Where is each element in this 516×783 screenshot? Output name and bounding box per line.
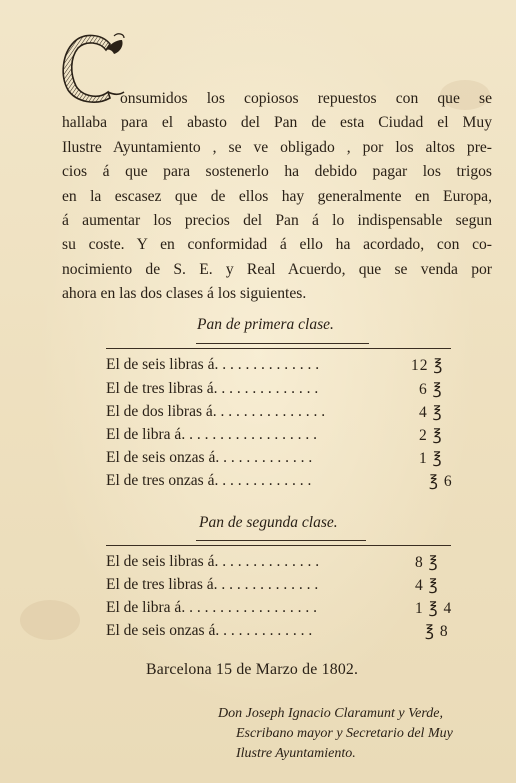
price-label: El de seis onzas á. . . . . . . . . . . . . bbox=[106, 449, 313, 466]
signature-line: Don Joseph Ignacio Claramunt y Verde, bbox=[218, 706, 443, 721]
price-row bbox=[106, 380, 466, 402]
paper-stain bbox=[20, 600, 80, 640]
section-title-segunda-clase: Pan de segunda clase. bbox=[199, 514, 338, 531]
dateline: Barcelona 15 de Marzo de 1802. bbox=[146, 661, 359, 678]
price-label: El de libra á. . . . . . . . . . . . . . . . . . bbox=[106, 426, 317, 443]
price-row bbox=[106, 472, 466, 494]
price-label: El de tres libras á. . . . . . . . . . . . . . bbox=[106, 576, 319, 593]
price-value: 6 ℥ bbox=[419, 381, 443, 398]
section-rule bbox=[196, 540, 366, 541]
price-value: 1 ℥ bbox=[419, 450, 443, 467]
price-row bbox=[106, 426, 466, 448]
paragraph-line: su coste. Y en conformidad á ello ha acordado, con co- bbox=[62, 236, 492, 254]
paragraph-line: Ilustre Ayuntamiento , se ve obligado , por los altos pre- bbox=[62, 138, 492, 156]
price-label: El de seis libras á. . . . . . . . . . . . . . bbox=[106, 356, 320, 373]
price-label: El de tres onzas á. . . . . . . . . . . . . bbox=[106, 472, 312, 489]
price-label: El de seis libras á. . . . . . . . . . . . . . bbox=[106, 553, 320, 570]
signature-line: Escribano mayor y Secretario del Muy bbox=[236, 726, 453, 741]
price-row bbox=[106, 449, 466, 471]
price-label: El de seis onzas á. . . . . . . . . . . . . bbox=[106, 622, 313, 639]
price-value: ℥ 8 bbox=[425, 623, 449, 640]
paragraph-line: ahora en las dos clases á los siguientes. bbox=[62, 285, 307, 303]
paragraph-line: onsumidos los copiosos repuestos con que se bbox=[120, 90, 492, 107]
price-row bbox=[106, 553, 466, 575]
price-value: 1 ℥ 4 bbox=[415, 600, 453, 617]
price-value: 2 ℥ bbox=[419, 427, 443, 444]
price-row bbox=[106, 599, 466, 621]
price-row bbox=[106, 356, 466, 378]
paragraph-line: á aumentar los precios del Pan á lo indispensable segun bbox=[62, 212, 492, 230]
price-row bbox=[106, 576, 466, 598]
price-value: 4 ℥ bbox=[415, 577, 439, 594]
price-value: 8 ℥ bbox=[415, 554, 439, 571]
price-label: El de libra á. . . . . . . . . . . . . . . . . . bbox=[106, 599, 317, 616]
price-row bbox=[106, 622, 466, 644]
signature-line: Ilustre Ayuntamiento. bbox=[236, 746, 356, 761]
paragraph-line: nocimiento de S. E. y Real Acuerdo, que se venda por bbox=[62, 260, 492, 278]
paragraph-line: hallaba para el abasto del Pan de esta Ciudad el Muy bbox=[62, 114, 492, 132]
price-value: 4 ℥ bbox=[419, 404, 443, 421]
price-value: 12 ℥ bbox=[411, 357, 444, 374]
price-label: El de dos libras á. . . . . . . . . . . . . . . bbox=[106, 403, 326, 420]
paragraph-line: en la escasez que de ellos hay generalmente en Europa, bbox=[62, 187, 492, 205]
section-rule bbox=[106, 348, 451, 349]
section-rule bbox=[106, 545, 451, 546]
section-title-primera-clase: Pan de primera clase. bbox=[197, 316, 334, 333]
price-label: El de tres libras á. . . . . . . . . . . . . . bbox=[106, 380, 319, 397]
paragraph-line: cios á que para sostenerlo ha debido pagar los trigos bbox=[62, 163, 492, 181]
price-row bbox=[106, 403, 466, 425]
section-rule bbox=[196, 343, 369, 344]
notice-paragraph bbox=[62, 87, 492, 307]
price-value: ℥ 6 bbox=[429, 473, 453, 490]
